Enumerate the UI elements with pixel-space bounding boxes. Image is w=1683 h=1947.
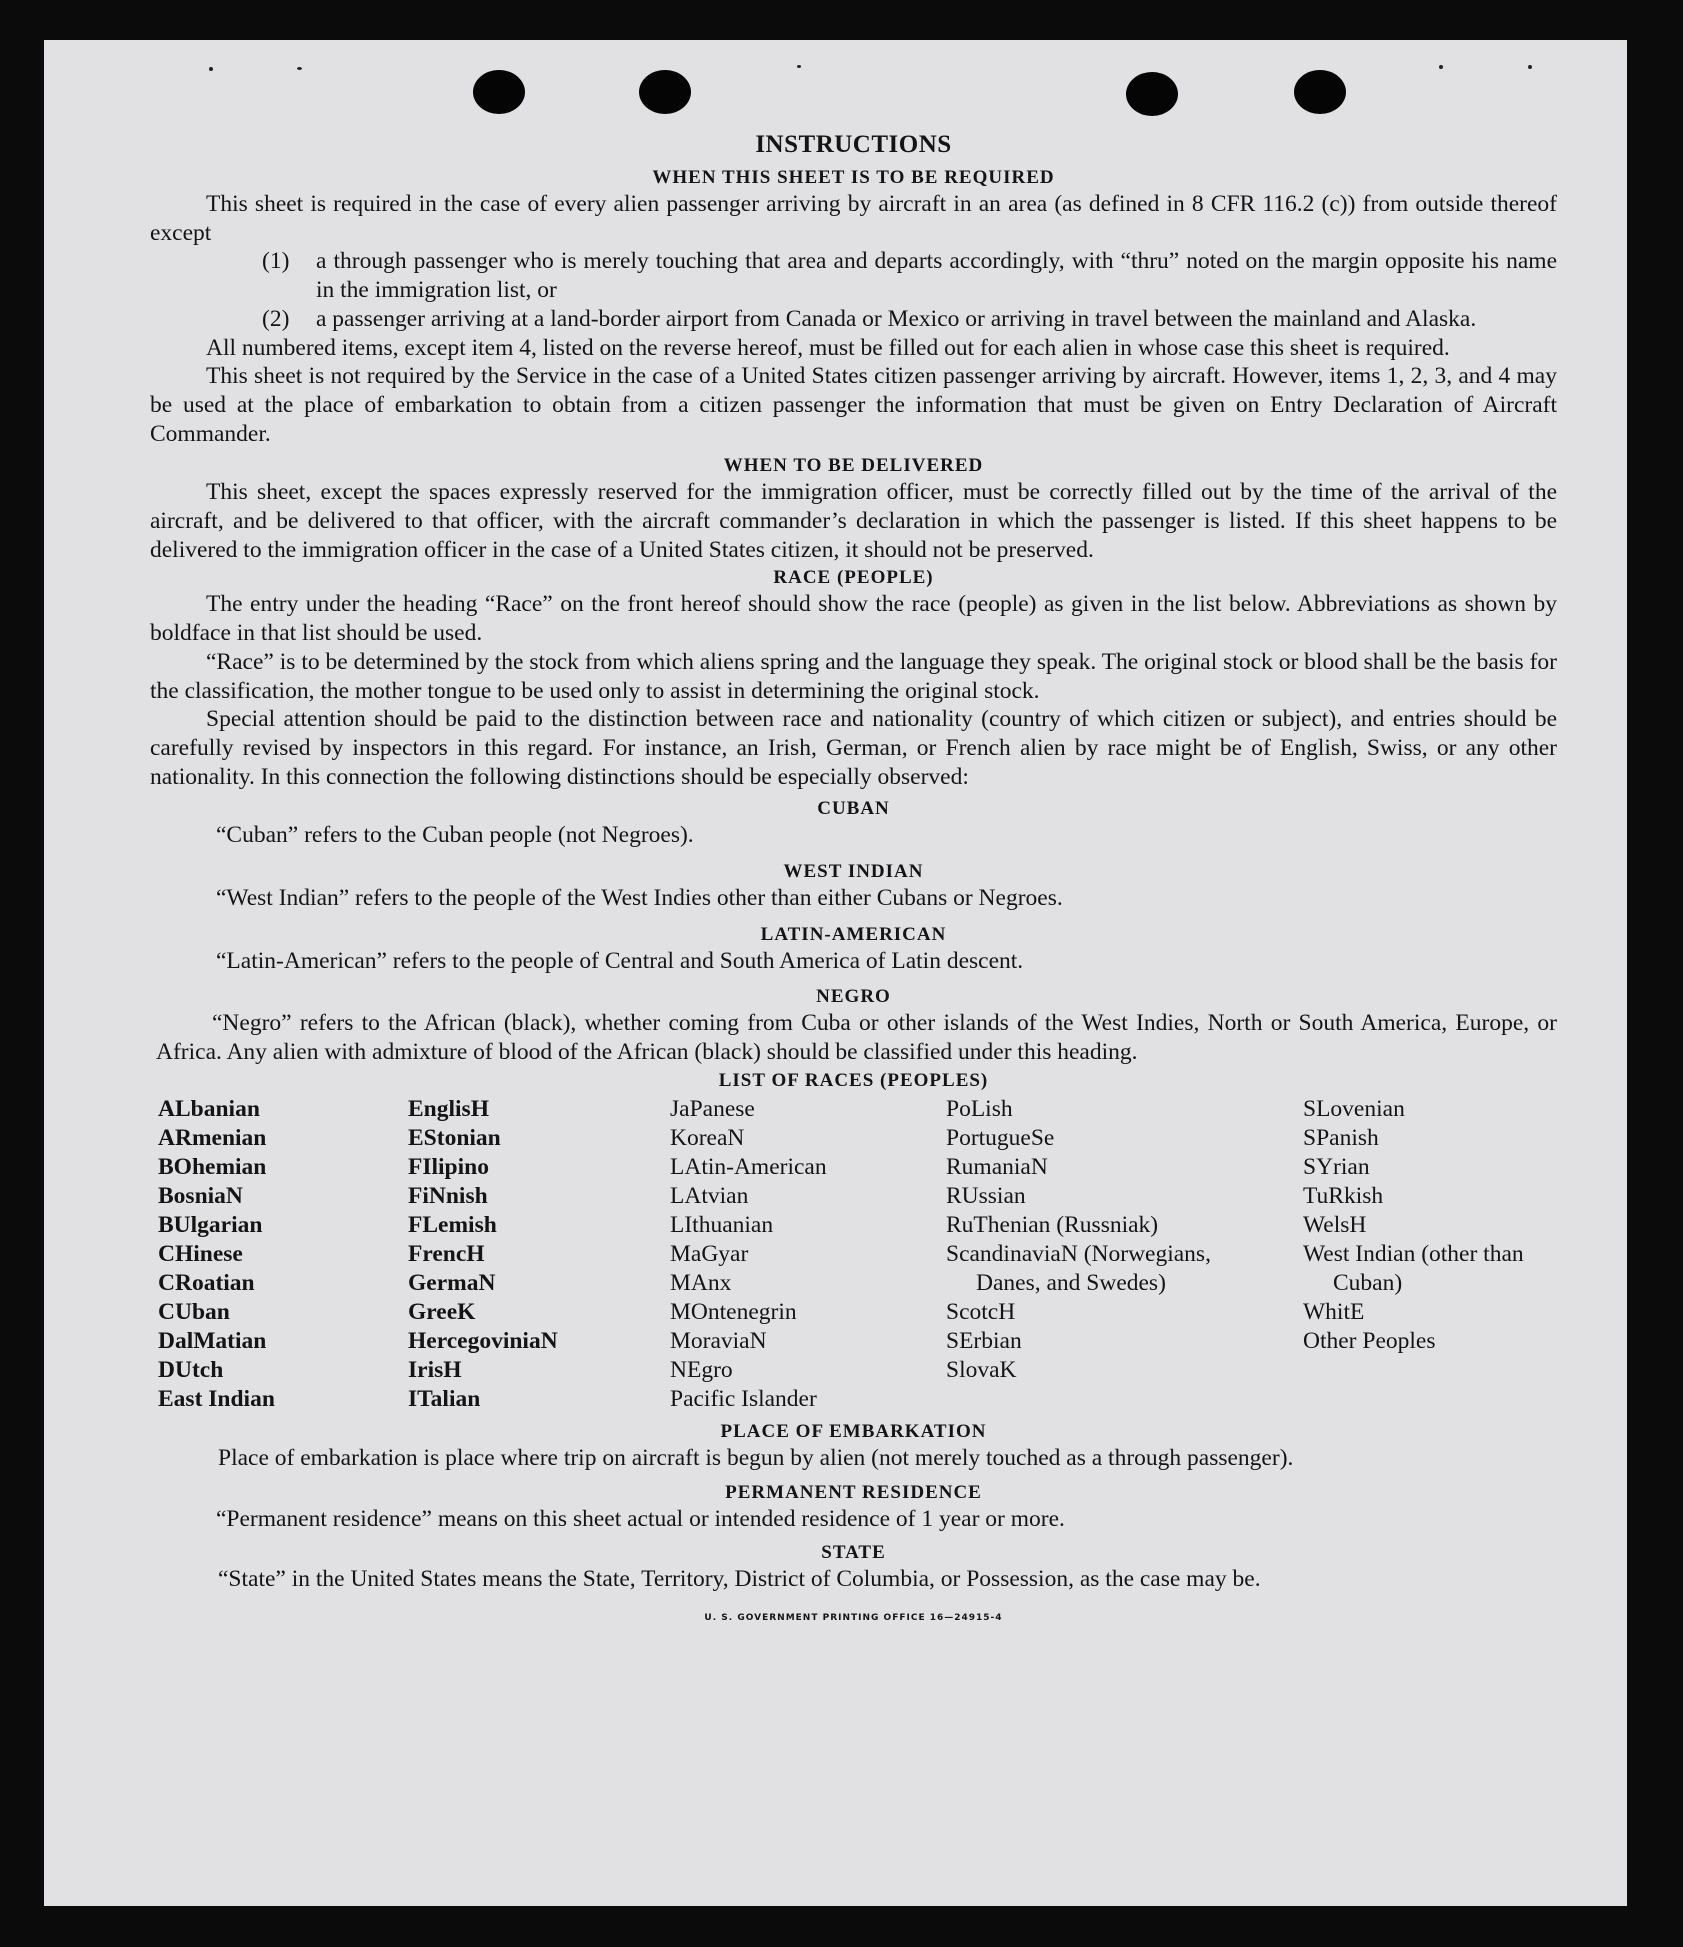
races-column (158, 1095, 408, 1414)
section-heading-latin-american: LATIN-AMERICAN (760, 923, 947, 945)
race-item: PortugueSe (946, 1124, 1055, 1151)
section-heading-required: WHEN THIS SHEET IS TO BE REQUIRED (652, 167, 1055, 188)
section-heading-races-list: LIST OF RACES (PEOPLES) (718, 1069, 989, 1091)
paper-speck (297, 67, 302, 70)
section-heading-delivered: WHEN TO BE DELIVERED (723, 455, 984, 477)
exception-text: a passenger arriving at a land-border airport from Canada or Mexico or arriving in travel between the mainland and Alaska. (316, 305, 1477, 332)
race-item: RUssian (946, 1182, 1026, 1209)
race-item: ScotcH (946, 1298, 1016, 1325)
race-item: FIlipino (408, 1153, 489, 1180)
section-heading-race: RACE (PEOPLE) (773, 567, 934, 589)
race-item: SPanish (1303, 1124, 1379, 1151)
race-item: HercegoviniaN (408, 1327, 558, 1354)
definition-state: “State” in the United States means the State, Territory, District of Columbia, or Possession, as the case may be. (218, 1566, 1261, 1593)
races-column (670, 1095, 946, 1414)
race-item: West Indian (other than Cuban) (1303, 1240, 1524, 1296)
race-item: GermaN (408, 1269, 496, 1296)
race-item: SYrian (1303, 1153, 1370, 1180)
race-item: East Indian (158, 1385, 275, 1412)
exception-item (150, 247, 1557, 304)
punch-hole (639, 70, 691, 114)
race-item: JaPanese (670, 1095, 755, 1122)
race-item: SErbian (946, 1327, 1022, 1354)
race-item: ALbanian (158, 1095, 260, 1122)
definition-residence: “Permanent residence” means on this sheet actual or intended residence of 1 year or more. (216, 1505, 1065, 1532)
race-item: RuThenian (Russniak) (946, 1211, 1159, 1238)
race-item: IrisH (408, 1356, 462, 1383)
race-item: DalMatian (158, 1327, 267, 1354)
race-item: FiNnish (408, 1182, 488, 1209)
race-item: MOntenegrin (670, 1298, 797, 1325)
instructions-content (150, 130, 1557, 1633)
race-item: BOhemian (158, 1153, 267, 1180)
races-column (1303, 1095, 1555, 1414)
race-item: CHinese (158, 1240, 243, 1267)
races-column (946, 1095, 1227, 1414)
race-item: KoreaN (670, 1124, 745, 1151)
race-item: RumaniaN (946, 1153, 1048, 1180)
section-heading-embarkation: PLACE OF EMBARKATION (720, 1420, 987, 1442)
race-item: TuRkish (1303, 1182, 1384, 1209)
punch-hole (1294, 70, 1346, 114)
section-heading-cuban: CUBAN (817, 798, 890, 820)
races-list (150, 1095, 1557, 1414)
paper-speck (1528, 65, 1532, 69)
punch-hole (473, 70, 525, 114)
races-column (408, 1095, 670, 1414)
race-item: EnglisH (408, 1095, 489, 1122)
race-item: MaGyar (670, 1240, 749, 1267)
race-item: DUtch (158, 1356, 224, 1383)
race-item: NEgro (670, 1356, 733, 1383)
paper-speck (209, 67, 213, 71)
race-item: PoLish (946, 1095, 1013, 1122)
section-heading-state: STATE (821, 1542, 886, 1564)
race-item: CUban (158, 1298, 230, 1325)
paragraph-race-2: “Race” is to be determined by the stock from which aliens spring and the language they speak. The original stock or blood shall be the basis for the classification, the mother tongue to be used only to assist in determining the original stock. (150, 648, 1557, 704)
section-heading-residence: PERMANENT RESIDENCE (725, 1481, 982, 1503)
race-item: SLovenian (1303, 1095, 1405, 1122)
section-heading-negro: NEGRO (816, 986, 891, 1008)
race-item: WhitE (1303, 1298, 1365, 1325)
section-heading-west-indian: WEST INDIAN (783, 861, 924, 883)
race-item: LIthuanian (670, 1211, 774, 1238)
race-item: BUlgarian (158, 1211, 263, 1238)
exception-item (150, 305, 1557, 334)
race-item: ARmenian (158, 1124, 267, 1151)
race-item: MoraviaN (670, 1327, 767, 1354)
race-item: Other Peoples (1303, 1327, 1436, 1354)
exception-text: a through passenger who is merely touching that area and departs accordingly, with “thru” noted on the margin opposite his name in the immigration list, or (316, 248, 1557, 304)
race-item: SlovaK (946, 1356, 1017, 1383)
document-sheet (44, 40, 1627, 1906)
paragraph-race-3: Special attention should be paid to the distinction between race and nationality (country of which citizen or subject), and entries should be carefully revised by inspectors in this regard. For instance, an Irish, German, or French alien by race might be of English, Swiss, or any other nationality. In this connection the following distinctions should be especially observed: (150, 706, 1557, 790)
definition-west-indian: “West Indian” refers to the people of the West Indies other than either Cubans or Negroes. (216, 885, 1063, 912)
race-item: MAnx (670, 1269, 732, 1296)
definition-embarkation: Place of embarkation is place where trip on aircraft is begun by alien (not merely touched as a through passenger). (218, 1444, 1294, 1471)
paragraph-numbered-items: All numbered items, except item 4, listed on the reverse hereof, must be filled out for each alien in whose case this sheet is required. (206, 334, 1450, 361)
race-item: GreeK (408, 1298, 476, 1325)
definition-cuban: “Cuban” refers to the Cuban people (not Negroes). (216, 822, 694, 849)
race-item: ScandinaviaN (Norwegians, Danes, and Swedes) (946, 1240, 1211, 1296)
paragraph-race-1: The entry under the heading “Race” on the front hereof should show the race (people) as given in the list below. Abbreviations as shown by boldface in that list should be used. (150, 591, 1557, 647)
exception-number: (1) (262, 248, 290, 275)
page-title: INSTRUCTIONS (755, 131, 952, 158)
paragraph-citizen: This sheet is not required by the Service in the case of a United States citizen passenger arriving by aircraft. However, items 1, 2, 3, and 4 may be used at the place of embarkation to obtain from a citizen passenger the information that must be given on Entry Declaration of Aircraft Commander. (150, 363, 1557, 447)
paper-speck (797, 65, 801, 68)
race-item: CRoatian (158, 1269, 255, 1296)
race-item: EStonian (408, 1124, 501, 1151)
race-item: LAtin-American (670, 1153, 827, 1180)
paragraph-delivered: This sheet, except the spaces expressly reserved for the immigration officer, must be correctly filled out by the time of the arrival of the aircraft, and be delivered to that officer, with the aircraft commander’s declaration in which the passenger is listed. If this sheet happens to be delivered to the immigration officer in the case of a United States citizen, it should not be preserved. (150, 479, 1557, 563)
race-item: WelsH (1303, 1211, 1367, 1238)
race-item: Pacific Islander (670, 1385, 817, 1412)
race-item: ITalian (408, 1385, 481, 1412)
race-item: LAtvian (670, 1182, 749, 1209)
paragraph-required-intro: This sheet is required in the case of every alien passenger arriving by aircraft in an area (as defined in 8 CFR 116.2 (c)) from outside thereof except (150, 191, 1557, 246)
exception-number: (2) (262, 305, 290, 332)
race-item: FLemish (408, 1211, 497, 1238)
paper-speck (1439, 65, 1443, 69)
printing-office-imprint: U. S. GOVERNMENT PRINTING OFFICE 16—24915-4 (704, 1612, 1003, 1623)
definition-negro: “Negro” refers to the African (black), whether coming from Cuba or other islands of the West Indies, North or South America, Europe, or Africa. Any alien with admixture of blood of the African (black) should be classified under this heading. (156, 1010, 1557, 1066)
definition-latin-american: “Latin-American” refers to the people of Central and South America of Latin descent. (216, 947, 1024, 974)
race-item: FrencH (408, 1240, 485, 1267)
punch-hole (1126, 72, 1178, 116)
race-item: BosniaN (158, 1182, 243, 1209)
